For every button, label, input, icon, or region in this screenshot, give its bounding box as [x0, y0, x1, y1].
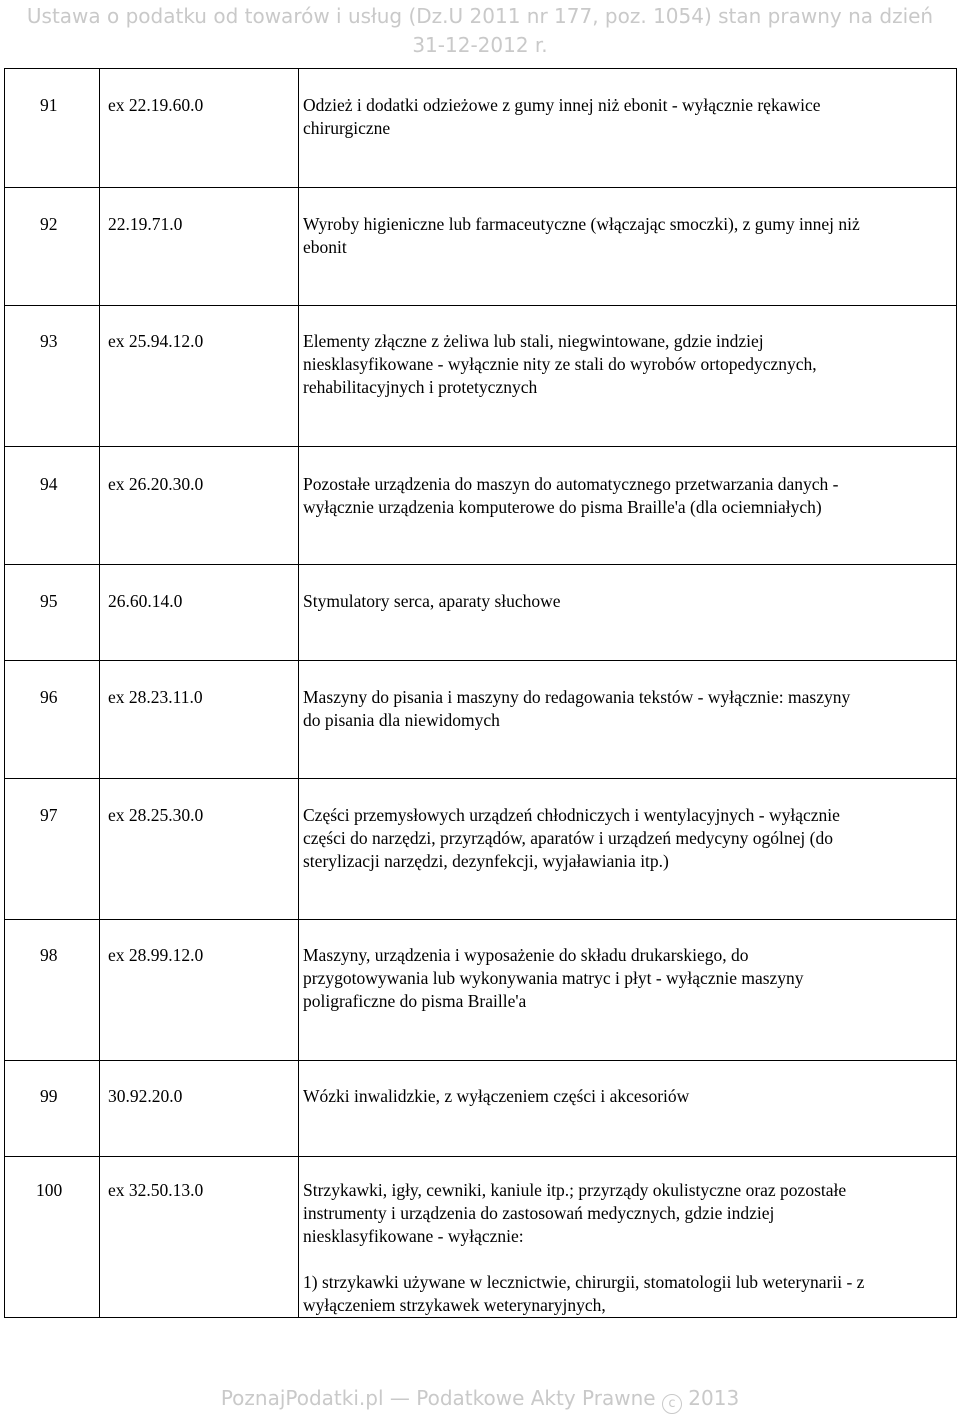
description-line: Wyroby higieniczne lub farmaceutyczne (włączając smoczki), z gumy innej niż [303, 214, 860, 234]
description-line: Pozostałe urządzenia do maszyn do automatycznego przetwarzania danych - [303, 474, 839, 494]
pkwiu-code: ex 28.99.12.0 [108, 945, 204, 965]
description-line: Wózki inwalidzkie, z wyłączeniem części i akcesoriów [303, 1086, 690, 1106]
item-description [303, 213, 943, 259]
pkwiu-code: 22.19.71.0 [108, 214, 183, 234]
tariff-table [4, 68, 957, 1318]
pkwiu-code: 30.92.20.0 [108, 1086, 183, 1106]
description-line: do pisania dla niewidomych [303, 710, 500, 730]
pkwiu-code: ex 22.19.60.0 [108, 95, 204, 115]
table-row [5, 565, 956, 661]
item-description [303, 473, 943, 519]
footer-site: PoznajPodatki.pl [220, 1386, 384, 1410]
item-description [303, 804, 943, 873]
page-footer [0, 1384, 960, 1414]
item-description [303, 330, 943, 399]
description-line: poligraficzne do pisma Braille'a [303, 991, 527, 1011]
description-line: Maszyny, urządzenia i wyposażenie do składu drukarskiego, do [303, 945, 749, 965]
table-row [5, 69, 956, 188]
footer-year: 2013 [688, 1386, 740, 1410]
description-line: instrumenty i urządzenia do zastosowań medycznych, gdzie indziej [303, 1203, 775, 1223]
row-number: 99 [40, 1086, 58, 1106]
row-number: 91 [40, 95, 58, 115]
description-line: Odzież i dodatki odzieżowe z gumy innej niż ebonit - wyłącznie rękawice [303, 95, 821, 115]
pkwiu-code: 26.60.14.0 [108, 591, 183, 611]
table-row [5, 188, 956, 306]
description-line: sterylizacji narzędzi, dezynfekcji, wyjaławiania itp.) [303, 851, 669, 871]
pkwiu-code: ex 26.20.30.0 [108, 474, 204, 494]
description-line: niesklasyfikowane - wyłącznie: [303, 1226, 524, 1246]
row-number: 97 [40, 805, 58, 825]
row-number: 92 [40, 214, 58, 234]
description-line: wyłącznie urządzenia komputerowe do pisma Braille'a (dla ociemniałych) [303, 497, 822, 517]
description-line: Stymulatory serca, aparaty słuchowe [303, 591, 561, 611]
paragraph-gap [303, 1248, 943, 1271]
description-line: rehabilitacyjnych i protetycznych [303, 377, 538, 397]
row-number: 94 [40, 474, 58, 494]
row-number: 95 [40, 591, 58, 611]
table-row [5, 661, 956, 779]
description-line: Maszyny do pisania i maszyny do redagowania tekstów - wyłącznie: maszyny [303, 687, 851, 707]
row-number: 96 [40, 687, 58, 707]
item-description [303, 944, 943, 1013]
header-line-1: Ustawa o podatku od towarów i usług (Dz.U 2011 nr 177, poz. 1054) stan prawny na dzień [26, 4, 934, 28]
description-line: niesklasyfikowane - wyłącznie nity ze stali do wyrobów ortopedycznych, [303, 354, 817, 374]
description-line: przygotowywania lub wykonywania matryc i płyt - wyłącznie maszyny [303, 968, 804, 988]
item-description [303, 1179, 943, 1317]
footer-title: Podatkowe Akty Prawne [416, 1386, 656, 1410]
description-line: Elementy złączne z żeliwa lub stali, niegwintowane, gdzie indziej [303, 331, 764, 351]
table-row [5, 1061, 956, 1157]
description-line: ebonit [303, 237, 347, 257]
table-row [5, 306, 956, 447]
table-row [5, 920, 956, 1061]
row-number: 100 [36, 1180, 63, 1200]
item-description [303, 1085, 943, 1108]
table-row [5, 779, 956, 920]
footer-separator: — [389, 1386, 410, 1410]
description-line: chirurgiczne [303, 118, 391, 138]
table-row [5, 1157, 956, 1317]
description-line: Części przemysłowych urządzeń chłodniczych i wentylacyjnych - wyłącznie [303, 805, 840, 825]
item-description [303, 590, 943, 613]
pkwiu-code: ex 25.94.12.0 [108, 331, 204, 351]
pkwiu-code: ex 28.25.30.0 [108, 805, 204, 825]
copyright-icon: c [662, 1394, 682, 1414]
row-number: 98 [40, 945, 58, 965]
description-line: Strzykawki, igły, cewniki, kaniule itp.; przyrządy okulistyczne oraz pozostałe [303, 1180, 847, 1200]
description-line: części do narzędzi, przyrządów, aparatów i urządzeń medycyny ogólnej (do [303, 828, 833, 848]
table-row [5, 447, 956, 565]
description-line: 1) strzykawki używane w lecznictwie, chirurgii, stomatologii lub weterynarii - z [303, 1272, 865, 1292]
item-description [303, 686, 943, 732]
pkwiu-code: ex 32.50.13.0 [108, 1180, 204, 1200]
pkwiu-code: ex 28.23.11.0 [108, 687, 203, 707]
description-line: wyłączeniem strzykawek weterynaryjnych, [303, 1295, 606, 1315]
row-number: 93 [40, 331, 58, 351]
page-header [0, 0, 960, 60]
item-description [303, 94, 943, 140]
header-line-2: 31-12-2012 r. [412, 33, 548, 57]
